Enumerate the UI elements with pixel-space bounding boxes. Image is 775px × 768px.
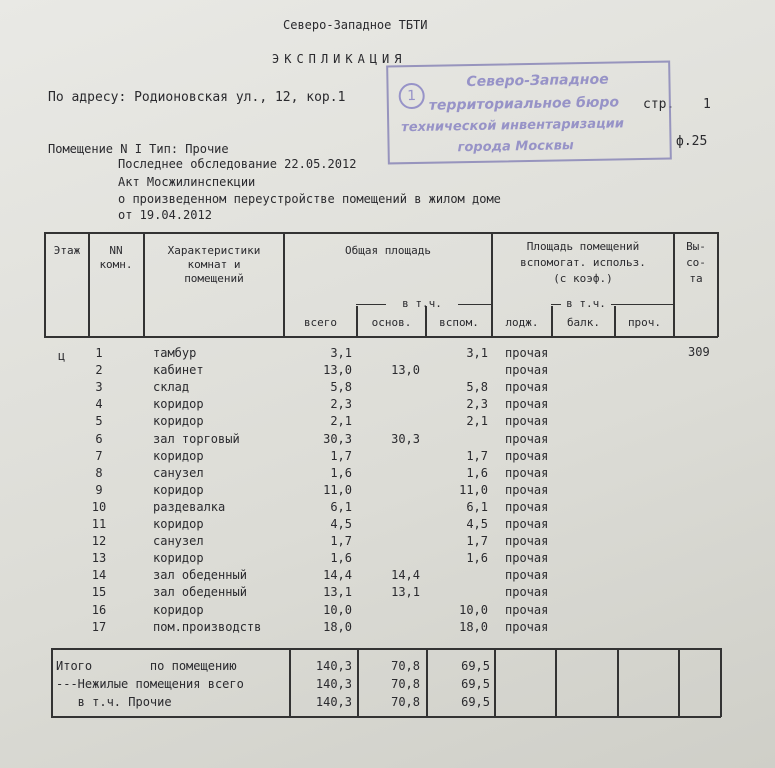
col-height-1: Вы-	[686, 240, 706, 253]
totals-row	[0, 695, 775, 712]
room-type: прочая	[505, 346, 549, 360]
col-height-2: со-	[686, 256, 706, 269]
room-total-area: 1,7	[330, 448, 352, 463]
room-aux-area: 2,3	[466, 397, 488, 412]
room-number: 8	[95, 465, 103, 480]
table-row	[0, 346, 775, 363]
room-aux-area: 2,1	[466, 414, 488, 429]
totals-label: ---Нежилые помещения всего	[56, 677, 244, 691]
room-aux-area: 1,6	[466, 551, 488, 566]
room-type: прочая	[505, 602, 549, 617]
totals-aux-area: 69,5	[461, 695, 490, 709]
col-proch: проч.	[627, 316, 662, 329]
room-main-area: 13,1	[391, 585, 420, 600]
room-type: прочая	[505, 465, 549, 480]
stamp-number: 1	[398, 83, 424, 109]
room-total-area: 10,0	[323, 602, 352, 617]
room-type: прочая	[505, 414, 549, 429]
table-row	[0, 466, 775, 483]
col-incl: в т.ч.	[402, 297, 442, 310]
room-name: зал торговый	[153, 431, 240, 446]
room-aux-area: 4,5	[466, 517, 488, 531]
totals-aux-area: 69,5	[461, 677, 490, 691]
table-row	[0, 551, 775, 568]
room-name: кабинет	[153, 363, 204, 378]
room-type: прочая	[505, 517, 549, 531]
col-osnov: основ.	[371, 316, 412, 329]
room-number: 16	[91, 602, 107, 617]
room-name: коридор	[153, 602, 204, 617]
room-name: зал обеденный	[153, 568, 247, 583]
bti-stamp	[386, 61, 675, 165]
org-title: Северо-Западное ТБТИ	[283, 18, 428, 32]
table-row	[0, 414, 775, 431]
room-total-area: 18,0	[323, 619, 352, 634]
room-number: 3	[95, 380, 103, 395]
col-vspom: вспом.	[439, 316, 479, 329]
room-aux-area: 1,6	[466, 465, 488, 480]
room-number: 6	[95, 431, 103, 446]
totals-aux-area: 69,5	[461, 659, 490, 673]
act-line-1: Акт Мосжилинспекции	[118, 175, 256, 189]
col-char-3: помещений	[184, 272, 244, 285]
stamp-line-4: города Москвы	[457, 138, 574, 156]
room-number: 11	[91, 517, 107, 531]
room-name: коридор	[153, 448, 204, 463]
room-main-area: 14,4	[391, 568, 420, 583]
table-row	[0, 397, 775, 414]
room-total-area: 1,6	[330, 465, 352, 480]
room-number: 14	[91, 568, 107, 583]
room-type: прочая	[505, 551, 549, 566]
room-aux-area: 3,1	[466, 346, 488, 360]
totals-label: в т.ч. Прочие	[56, 695, 172, 709]
col-aux-1: Площадь помещений	[526, 240, 640, 253]
room-type: прочая	[505, 568, 549, 583]
room-number: 13	[91, 551, 107, 566]
table-row	[0, 620, 775, 637]
room-total-area: 2,3	[330, 397, 352, 412]
col-lodzh: лодж.	[505, 316, 539, 329]
height-value: 309	[688, 345, 710, 359]
room-main-area: 13,0	[391, 363, 420, 378]
room-total-area: 3,1	[330, 346, 352, 360]
room-name: коридор	[153, 414, 204, 429]
floor-value: ц	[58, 349, 66, 363]
room-number: 7	[95, 448, 103, 463]
room-total-area: 5,8	[330, 380, 352, 395]
col-char-1: Характеристики	[167, 244, 261, 257]
room-name: раздевалка	[153, 499, 226, 514]
totals-row	[0, 677, 775, 694]
col-aux-2: вспомогат. использ.	[520, 256, 646, 269]
col-balk: балк.	[566, 316, 601, 329]
table-row	[0, 363, 775, 380]
room-number: 2	[95, 363, 103, 378]
room-name: санузел	[153, 465, 204, 480]
room-total-area: 13,0	[323, 363, 352, 378]
room-number: 9	[95, 482, 103, 497]
room-name: коридор	[153, 551, 204, 566]
room-type: прочая	[505, 499, 549, 514]
room-main-area: 30,3	[391, 431, 420, 446]
stamp-line-1: Северо-Западное	[466, 71, 609, 91]
room-total-area: 4,5	[330, 517, 352, 531]
room-aux-area: 1,7	[466, 448, 488, 463]
table-row	[0, 603, 775, 620]
room-type: прочая	[505, 585, 549, 600]
room-type: прочая	[505, 397, 549, 412]
totals-total-area: 140,3	[315, 677, 352, 691]
room-aux-area: 18,0	[459, 619, 488, 634]
room-total-area: 1,7	[330, 534, 352, 549]
room-type: прочая	[505, 482, 549, 497]
room-number: 5	[95, 414, 103, 429]
col-char-2: комнат и	[187, 258, 241, 271]
table-row	[0, 517, 775, 534]
col-nn-2: комн.	[99, 258, 133, 271]
table-row	[0, 432, 775, 449]
col-total-area: Общая площадь	[344, 244, 432, 257]
doc-title: ЭКСПЛИКАЦИЯ	[272, 52, 407, 66]
form-number: ф.25	[676, 134, 708, 149]
col-height-3: та	[689, 272, 703, 285]
room-aux-area: 5,8	[466, 380, 488, 395]
room-name: коридор	[153, 397, 204, 412]
table-row	[0, 380, 775, 397]
room-type: прочая	[505, 448, 549, 463]
page-number: 1	[703, 97, 711, 112]
table-row	[0, 449, 775, 466]
act-line-3: от 19.04.2012	[118, 208, 212, 222]
room-total-area: 14,4	[323, 568, 352, 583]
room-number: 10	[91, 499, 107, 514]
room-total-area: 13,1	[323, 585, 352, 600]
room-name: тамбур	[153, 346, 197, 360]
address-line: По адресу: Родионовская ул., 12, кор.1	[48, 90, 346, 105]
totals-label: Итого по помещению	[56, 659, 237, 673]
room-number: 15	[91, 585, 107, 600]
room-number: 12	[91, 534, 107, 549]
room-number: 4	[95, 397, 103, 412]
room-total-area: 11,0	[323, 482, 352, 497]
room-number: 17	[91, 619, 107, 634]
room-total-area: 30,3	[323, 431, 352, 446]
room-type: прочая	[505, 619, 549, 634]
room-type: прочая	[505, 380, 549, 395]
act-line-2: о произведенном переустройстве помещений в жилом доме	[118, 192, 501, 206]
table-row	[0, 585, 775, 602]
stamp-line-3: технической инвентаризации	[401, 116, 625, 136]
room-type: прочая	[505, 363, 549, 378]
room-name: зал обеденный	[153, 585, 247, 600]
premises-line: Помещение N I Тип: Прочие	[48, 142, 229, 156]
room-aux-area: 10,0	[459, 602, 488, 617]
totals-main-area: 70,8	[391, 695, 420, 709]
room-name: пом.производств	[153, 619, 262, 634]
room-aux-area: 6,1	[466, 499, 488, 514]
room-total-area: 6,1	[330, 499, 352, 514]
room-type: прочая	[505, 534, 549, 549]
last-survey: Последнее обследование 22.05.2012	[118, 157, 357, 171]
totals-total-area: 140,3	[315, 659, 352, 673]
totals-main-area: 70,8	[391, 677, 420, 691]
page-label: стр.	[643, 97, 675, 112]
stamp-line-2: территориальное бюро	[428, 94, 620, 114]
room-type: прочая	[505, 431, 549, 446]
table-row	[0, 500, 775, 517]
totals-total-area: 140,3	[315, 695, 352, 709]
room-name: санузел	[153, 534, 204, 549]
room-total-area: 1,6	[330, 551, 352, 566]
col-nn-1: NN	[109, 244, 123, 257]
table-row	[0, 534, 775, 551]
room-name: коридор	[153, 482, 204, 497]
col-floor: Этаж	[53, 244, 81, 257]
col-vsego: всего	[303, 316, 338, 329]
room-aux-area: 11,0	[459, 482, 488, 497]
room-aux-area: 1,7	[466, 534, 488, 549]
totals-main-area: 70,8	[391, 659, 420, 673]
totals-row	[0, 659, 775, 676]
room-total-area: 2,1	[330, 414, 352, 429]
room-number: 1	[95, 346, 103, 360]
room-name: склад	[153, 380, 190, 395]
table-row	[0, 568, 775, 585]
col-aux-3: (с коэф.)	[553, 272, 613, 285]
room-name: коридор	[153, 517, 204, 531]
col-incl-2: в т.ч.	[566, 297, 606, 310]
table-row	[0, 483, 775, 500]
